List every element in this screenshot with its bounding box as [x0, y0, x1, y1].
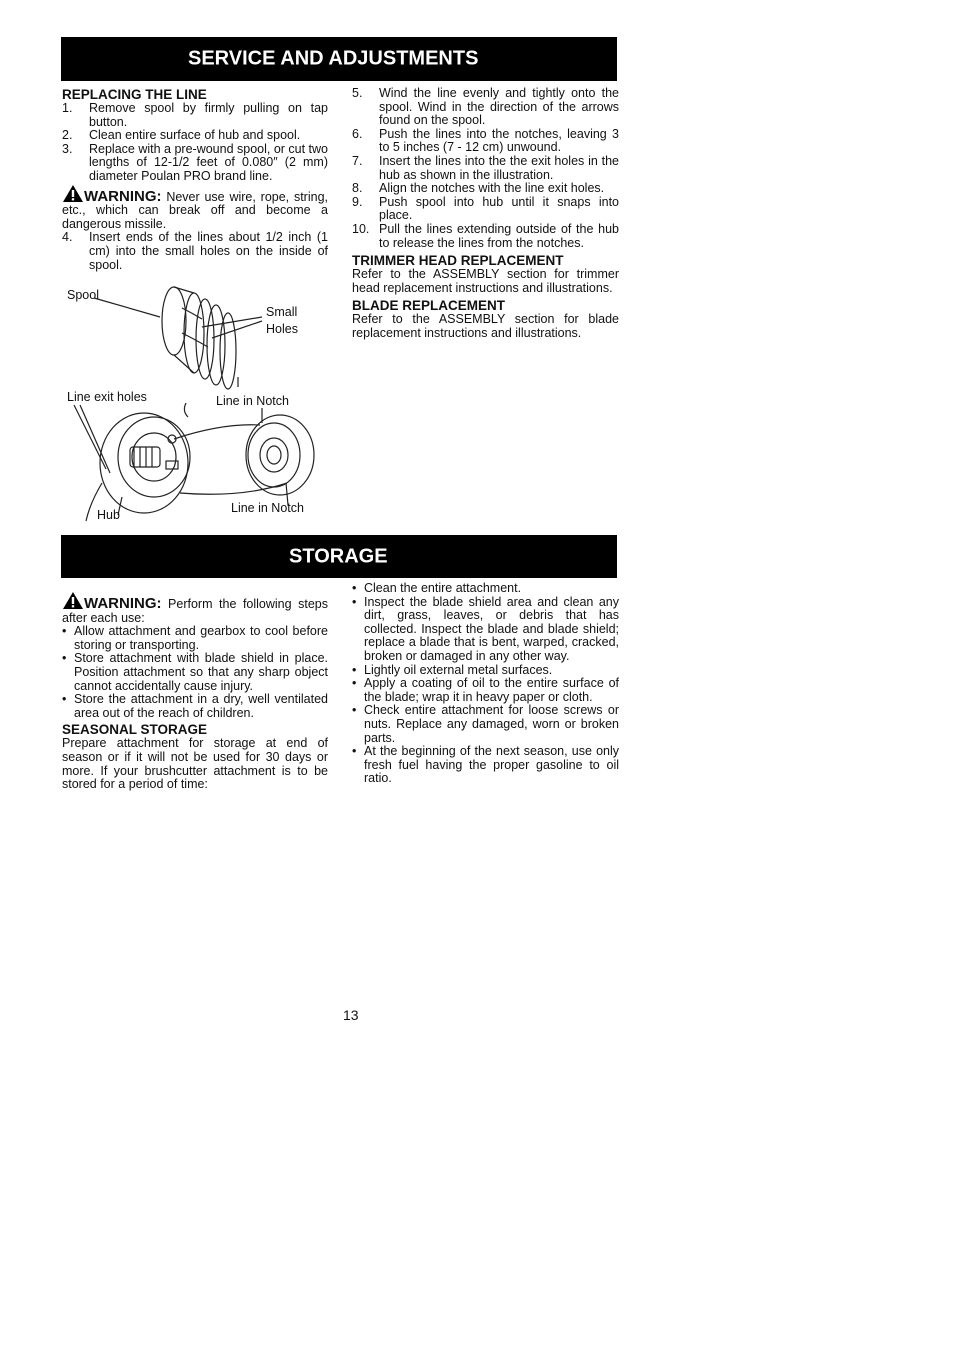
list-item: 3. Replace with a pre-wound spool, or cut two lengths of 12-1/2 feet of 0.080″ (2 mm) diameter Poulan PRO brand line.	[62, 141, 329, 183]
list-item: • Store attachment with blade shield in place. Position attachment so that any sharp object cannot accidentally cause injury.	[62, 651, 328, 693]
seasonal-steps-list	[352, 582, 619, 786]
list-item: 7. Insert the lines into the the exit holes in the hub as shown in the illustration.	[352, 153, 619, 182]
trimmer-head-heading: TRIMMER HEAD REPLACEMENT	[352, 253, 564, 269]
replacing-line-heading: REPLACING THE LINE	[62, 87, 207, 102]
storage-warning-paragraph	[62, 591, 328, 625]
figure-label-line-in-notch-top: Line in Notch	[216, 394, 289, 408]
blade-heading: BLADE REPLACEMENT	[352, 298, 506, 314]
replacing-line-continued	[352, 87, 619, 341]
list-item: • At the beginning of the next season, use only fresh fuel having the proper gasoline to oil ratio.	[352, 744, 619, 786]
warning-icon	[62, 591, 84, 610]
page-number: 13	[343, 1007, 359, 1023]
replacing-line-section	[62, 87, 328, 272]
list-item: 9. Push spool into hub until it snaps into place.	[352, 194, 619, 223]
storage-warning-label: WARNING:	[84, 595, 162, 612]
storage-left-column	[62, 591, 328, 792]
list-item: 10. Pull the lines extending outside of the hub to release the lines from the notches.	[352, 221, 619, 250]
list-item: • Allow attachment and gearbox to cool before storing or transporting.	[62, 624, 328, 652]
storage-banner	[61, 535, 617, 578]
figure-label-spool: Spool	[67, 288, 99, 302]
list-item: • Lightly oil external metal surfaces.	[352, 662, 553, 677]
seasonal-storage-text: Prepare attachment for storage at end of season or if it will not be used for 30 days or more. If your brushcutter attachment is to be stored for a period of time:	[62, 736, 328, 792]
warning-paragraph	[62, 184, 328, 232]
storage-warning-text: Perform the following steps after each use:	[62, 597, 328, 625]
warning-text: Never use wire, rope, string, etc., which can break off and become a dangerous missile.	[62, 189, 329, 231]
list-item: 4. Insert ends of the lines about 1/2 inch (1 cm) into the small holes on the inside of spool.	[62, 230, 328, 272]
service-banner	[61, 37, 617, 81]
list-item: • Store the attachment in a dry, well ventilated area out of the reach of children.	[62, 692, 328, 720]
steps-list-b	[62, 231, 328, 272]
after-use-list	[62, 625, 328, 720]
list-item: • Clean the entire attachment.	[352, 581, 522, 595]
list-item: • Check entire attachment for loose screws or nuts. Replace any damaged, worn or broken parts.	[352, 703, 619, 745]
service-title: SERVICE AND ADJUSTMENTS	[188, 47, 479, 70]
spool-hub-illustration	[62, 283, 330, 526]
storage-right-column	[352, 582, 619, 786]
list-item: • Apply a coating of oil to the entire surface of the blade; wrap it in heavy paper or cloth.	[352, 676, 619, 704]
list-item: 6. Push the lines into the notches, leaving 3 to 5 inches (7 - 12 cm) unwound.	[352, 126, 619, 155]
list-item: 8. Align the notches with the line exit holes.	[352, 181, 605, 196]
figure-label-hub: Hub	[97, 508, 120, 522]
figure-label-line-in-notch-bottom: Line in Notch	[231, 501, 304, 515]
spool-hub-drawing	[62, 283, 330, 526]
figure-label-line-exit-holes: Line exit holes	[67, 390, 147, 404]
warning-label: WARNING:	[84, 187, 162, 205]
list-item: 1. Remove spool by firmly pulling on tap button.	[62, 101, 328, 129]
blade-text: Refer to the ASSEMBLY section for blade replacement instructions and illustrations.	[352, 312, 619, 340]
figure-label-holes: Holes	[266, 322, 298, 336]
warning-icon	[62, 184, 84, 203]
seasonal-storage-heading: SEASONAL STORAGE	[62, 722, 208, 738]
storage-title: STORAGE	[289, 545, 388, 567]
figure-label-small: Small	[266, 305, 298, 319]
steps-list-a	[62, 102, 328, 184]
list-item: 2. Clean entire surface of hub and spool.	[62, 128, 301, 143]
list-item: • Inspect the blade shield area and clean any dirt, grass, leaves, or debris that has collected. Inspect the blade and blade shield; replace a blade that is bent, warped, cracked, broken or damaged in any other way.	[352, 594, 619, 663]
trimmer-head-text: Refer to the ASSEMBLY section for trimmer head replacement instructions and illustrations.	[352, 267, 619, 295]
steps-list-c	[352, 87, 619, 250]
list-item: 5. Wind the line evenly and tightly onto the spool. Wind in the direction of the arrows found on the spool.	[352, 86, 619, 128]
